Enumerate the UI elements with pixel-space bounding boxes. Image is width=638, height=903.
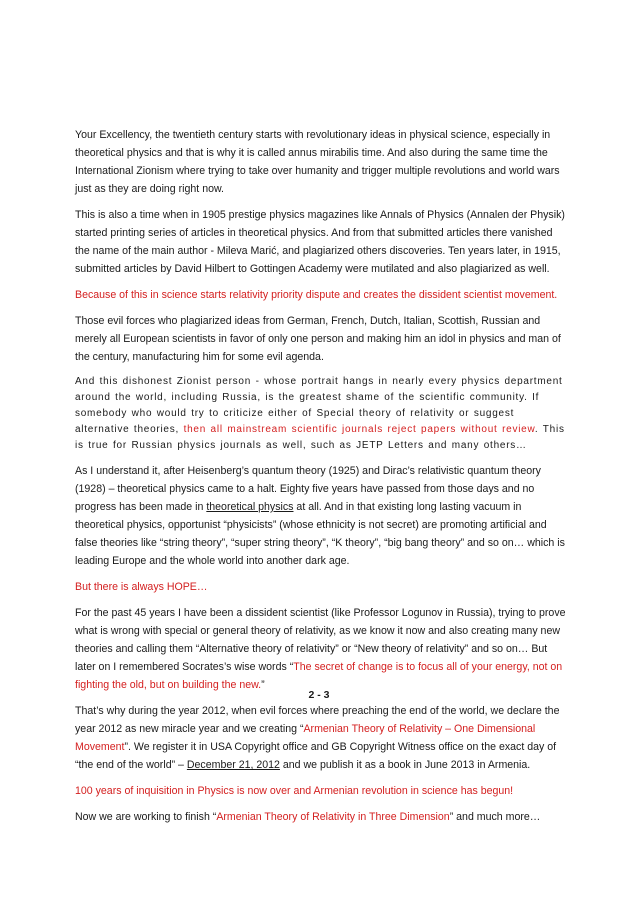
paragraph-6-text-a: As I understand it, after Heisenberg’s quantum theory (1925) and Dirac’s relativistic quantum theory (1928) – theoretical physics came to a halt. Eighty five years have passed from those days and no progress has been made in <box>75 465 541 513</box>
paragraph-9-text-a: That’s why during the year 2012, when evil forces where preaching the end of the world, we declare the year 2012 as new miracle year and we creating “ <box>75 705 560 735</box>
paragraph-5-text-b: . This is true for Russian physics journals as well, such as JETP Letters and many others… <box>75 424 565 451</box>
paragraph-9-text-b: ”. We register it in USA Copyright office and GB Copyright Witness office on the exact day of “the end of the world” – <box>75 741 557 771</box>
paragraph-6-text-b: at all. And in that existing long lasting vacuum in theoretical physics, opportunist “physicists” (whose ethnicity is not secret) are promoting artificial and false theories like “string theory”, “super string theory”, “K theory”, “big bang theory” and so on… which is leading Europe and the whole world into another dark age. <box>75 501 565 567</box>
theoretical-physics-link[interactable]: theoretical physics <box>206 501 294 513</box>
date-december-21-2012: December 21, 2012 <box>186 759 280 771</box>
paragraph-8 <box>75 604 567 694</box>
paragraph-9-text-c: and we publish it as a book in June 2013 in Armenia. <box>279 759 531 771</box>
paragraph-6 <box>75 462 567 570</box>
page-number: 2 - 3 <box>308 689 330 701</box>
paragraph-5-highlight: then all mainstream scientific journals reject papers without review <box>183 424 535 435</box>
paragraph-7-highlight: But there is always HOPE… <box>75 581 208 593</box>
paragraph-11-text-a: Now we are working to finish “ <box>75 811 217 823</box>
paragraph-8-text-b: ” <box>261 679 265 691</box>
paragraph-5 <box>75 374 567 454</box>
armenian-theory-one-dimension: Armenian Theory of Relativity – One Dimensional Movement <box>75 723 536 753</box>
document-body <box>75 126 567 834</box>
paragraph-5-text-a: And this dishonest Zionist person - whose portrait hangs in nearly every physics department around the world, including Russia, is the greatest shame of the scientific community. If somebody who would try to criticize either of Special theory of relativity or suggest alternative theories, <box>75 376 563 435</box>
paragraph-2: This is also a time when in 1905 prestige physics magazines like Annals of Physics (Annalen der Physik) started printing series of articles in theoretical physics. And from that submitted articles there vanished the name of the main author - Mileva Marić, and plagiarized others discoveries. Ten years later, in 1915, submitted articles by David Hilbert to Gottingen Academy were mutilated and also plagiarized as well. <box>75 209 565 275</box>
paragraph-4: Those evil forces who plagiarized ideas from German, French, Dutch, Italian, Scottish, Russian and merely all European scientists in favor of only one person and making him an idol in physics and man of the century, manufacturing him for some evil agenda. <box>75 315 561 363</box>
paragraph-8-text-a: For the past 45 years I have been a dissident scientist (like Professor Logunov in Russia), trying to prove what is wrong with special or general theory of relativity, as we know it now and also creating many new theories and calling them “Alternative theory of relativity” or “New theory of relativity” and so on… But later on I remembered Socrates’s wise words “ <box>75 607 566 673</box>
paragraph-3-highlight: Because of this in science starts relativity priority dispute and creates the dissident scientist movement. <box>75 289 558 301</box>
armenian-theory-three-dimension: Armenian Theory of Relativity in Three Dimension <box>216 811 450 823</box>
paragraph-11-text-b: ” and much more… <box>449 811 541 823</box>
paragraph-9 <box>75 702 567 774</box>
socrates-quote: The secret of change is to focus all of your energy, not on fighting the old, but on building the new. <box>75 661 563 691</box>
paragraph-10-highlight: 100 years of inquisition in Physics is now over and Armenian revolution in science has begun! <box>75 785 514 797</box>
paragraph-1: Your Excellency, the twentieth century starts with revolutionary ideas in physical science, especially in theoretical physics and that is why it is called annus mirabilis time. And also during the same time the International Zionism where trying to take over humanity and trigger multiple revolutions and world wars just as they are doing right now. <box>75 129 560 195</box>
paragraph-11 <box>75 808 567 826</box>
